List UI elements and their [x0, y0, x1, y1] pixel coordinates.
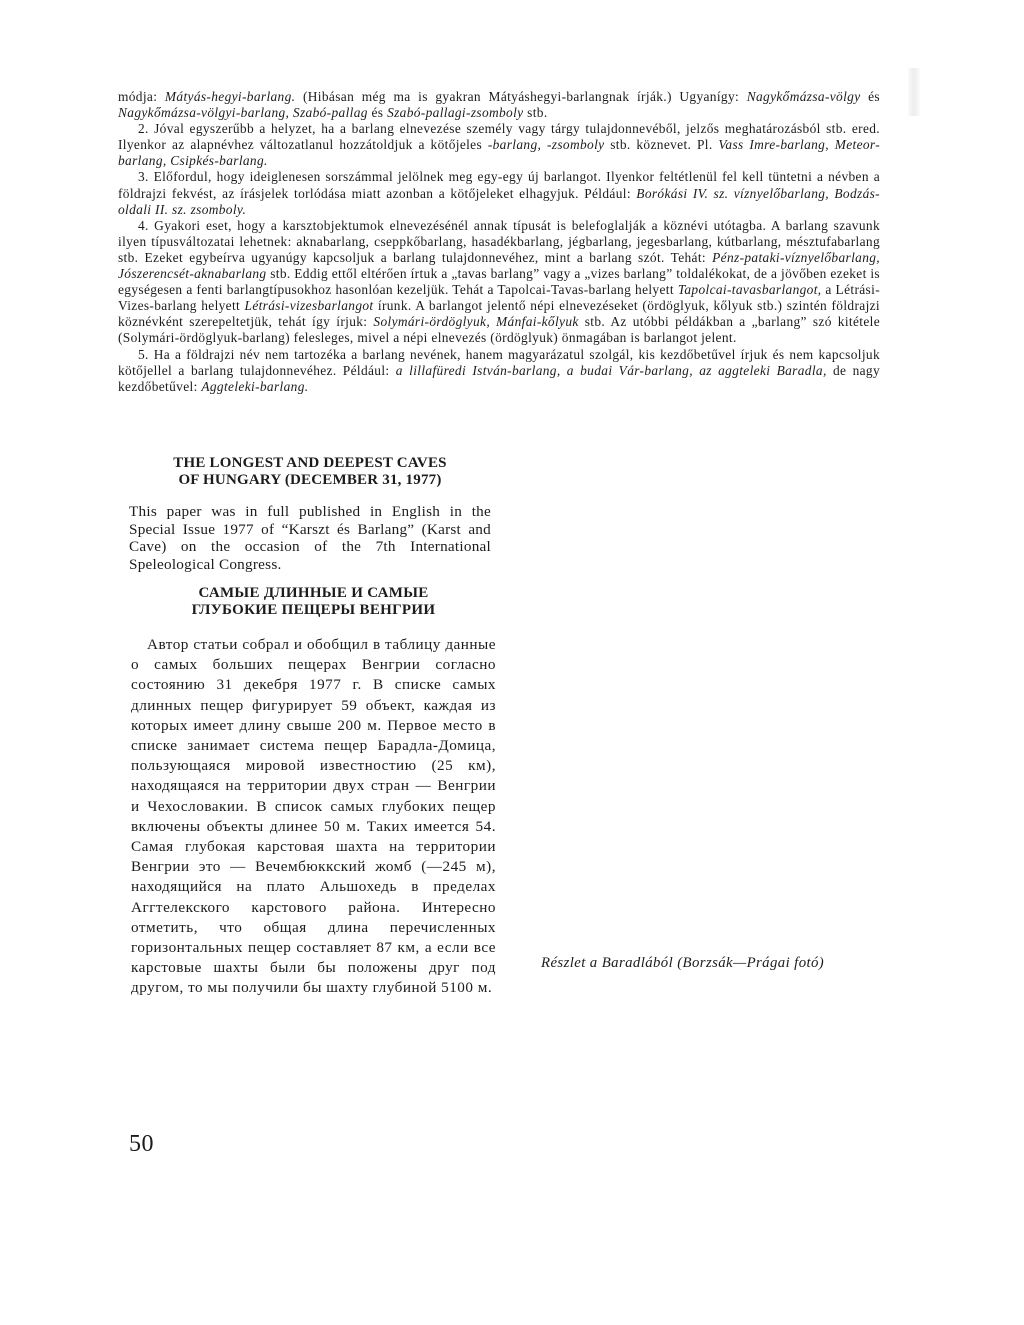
title-line: THE LONGEST AND DEEPEST CAVES [173, 455, 447, 471]
italic-run: Solymári-ördöglyuk, Mánfai-kőlyuk [373, 314, 579, 330]
text-run: (Hibásan még ma is gyakran Mátyáshegyi-barlangnak írják.) Ugyanígy: [295, 89, 747, 104]
hungarian-text-block [118, 89, 880, 395]
italic-run: a lillafüredi István-barlang, a budai Vár-barlang, az aggteleki Baradla, [395, 362, 827, 378]
italic-run: -barlang, -zsomboly [487, 137, 605, 153]
italic-run: Borókási IV. sz. víznyelőbarlang, Bodzás-oldali II. sz. zsomboly. [118, 185, 880, 217]
italic-run: Vass Imre-barlang, Meteor-barlang, Csipkés-barlang. [118, 137, 881, 169]
text-run: , a Létrási-Vizes-barlang helyett [118, 282, 880, 314]
page-number: 50 [129, 1131, 154, 1157]
italic-run: Tapolcai-tavasbarlangot [677, 282, 818, 298]
text-run: de nagy kezdőbetűvel: [118, 362, 880, 394]
italic-run: Nagykőmázsa-völgyi-barlang, Szabó-pallag [118, 105, 368, 121]
paragraph-1 [118, 89, 880, 121]
russian-body: Автор статьи собрал и обобщил в таблицу данные о самых больших пещерах Венгрии согласно состоянию 31 декебря 1977 г. В списке самых длинных пещер фигурирует 59 объект, каждая из которых имеет длину свыше 200 м. Первое место в списке занимает система пещер Барадла-Домица, пользующаяся мировой известностию (25 км), находящаяся на территории двух стран — Венгрии и Чехословакии. В список самых глубоких пещер включены объекты длинее 50 м. Таких имеется 54. Самая глубокая карстовая шахта на территории Венгрии это — Вечембюккский жомб (—245 м), находящийся на плато Альшохедь в пределах Аггтелекского карстового района. Интересно отметить, что общая длина перечисленных горизонтальных пещер составляет 87 км, а если все карстовые шахты были бы положены друг под другом, то мы получили бы шахту глубиной 5100 м. [131, 636, 496, 997]
scan-artifact [908, 68, 920, 116]
italic-run: Szabó-pallagi-zsomboly [387, 105, 524, 121]
text-run: 5. Ha a földrajzi név nem tartozéka a barlang nevének, hanem magyarázatul szolgál, kis kezdőbetűvel írjuk és nem kapcsoljuk kötőjellel a barlang tulajdonnevéhez. Például: [118, 346, 880, 378]
russian-summary [131, 585, 496, 999]
title-line: САМЫЕ ДЛИННЫЕ И САМЫЕ [198, 585, 429, 601]
title-line: OF HUNGARY (DECEMBER 31, 1977) [178, 472, 442, 488]
text-run: írunk. A barlangot jelentő népi elnevezéseket (ördöglyuk, kőlyuk stb.) szintén földrajzi köznévként szerepeltetjük, tehát így írjuk: [118, 298, 880, 330]
italic-run: Létrási-vizesbarlangot [244, 298, 374, 314]
english-body: This paper was in full published in English in the Special Issue 1977 of “Karszt és Barlang” (Karst and Cave) on the occasion of the 7th International Speleological Congress. [129, 503, 491, 573]
text-run: stb. köznevet. Pl. [604, 137, 719, 153]
text-run: stb. [523, 105, 548, 121]
italic-run: Aggteleki-barlang. [201, 378, 309, 394]
italic-run: Pénz-pataki-víznyelőbarlang, Jószerencsét-aknabarlang [118, 249, 880, 282]
text-run: és [367, 105, 388, 121]
italic-run: Mátyás-hegyi-barlang. [164, 89, 296, 104]
text-run: 2. Jóval egyszerűbb a helyzet, ha a barlang elnevezése személy vagy tárgy tulajdonnevéből, jelzős meghatározásból stb. ered. Ilyenkor az alapnévhez változatlanul hozzátoldjuk a kötőjeles [118, 121, 880, 153]
title-line: ГЛУБОКИЕ ПЕЩЕРЫ ВЕНГРИИ [191, 602, 436, 618]
paragraph-2 [118, 121, 880, 169]
paragraph-5 [118, 347, 880, 395]
russian-title [131, 585, 496, 619]
text-run: stb. Eddig ettől eltérően írtuk a „tavas barlang” vagy a „vizes barlang” toldalékokat, de a jövőben ezeket is egységesen a fenti barlangtípusokhoz hasonlóan kezeljük. Tehát a Tapolcai-Tavas-barlang helyett [118, 266, 880, 298]
text-run: módja: [118, 89, 165, 104]
photo-caption: Részlet a Baradlából (Borzsák—Prágai fotó) [541, 955, 825, 971]
text-run: 4. Gyakori eset, hogy a karsztobjektumok elnevezésénél annak típusát is belefoglalják a köznévi utótagba. A barlang szavunk ilyen típusváltozatai lehetnek: aknabarlang, cseppkőbarlang, hasadékbarlang, jégbarlang, jegesbarlang, kútbarlang, mésztufabarlang stb. Ezeket egybeírva ugyanúgy kapcsoljuk a barlang tulajdonnevéhez, mint a barlang szót. Tehát: [118, 217, 880, 265]
text-run: és [860, 89, 880, 104]
english-summary [129, 455, 491, 573]
italic-run: Nagykőmázsa-völgy [746, 89, 861, 104]
text-run: 3. Előfordul, hogy ideiglenesen sorszámmal jelölnek meg egy-egy új barlangot. Ilyenkor feltétlenül fel kell tüntetni a névben a földrajzi fekvést, az írásjelek torlódása miatt azonban a kötőjeleket elhagyjuk. Például: [118, 169, 880, 201]
text-run: stb. Az utóbbi példákban a „barlang” szó kitétele (Solymári-ördöglyuk-barlang) felesleges, mivel a népi elnevezés (ördöglyuk) önmagában is barlangot jelent. [118, 314, 881, 346]
english-title [129, 455, 491, 489]
paragraph-4 [118, 218, 880, 347]
paragraph-3 [118, 169, 880, 217]
